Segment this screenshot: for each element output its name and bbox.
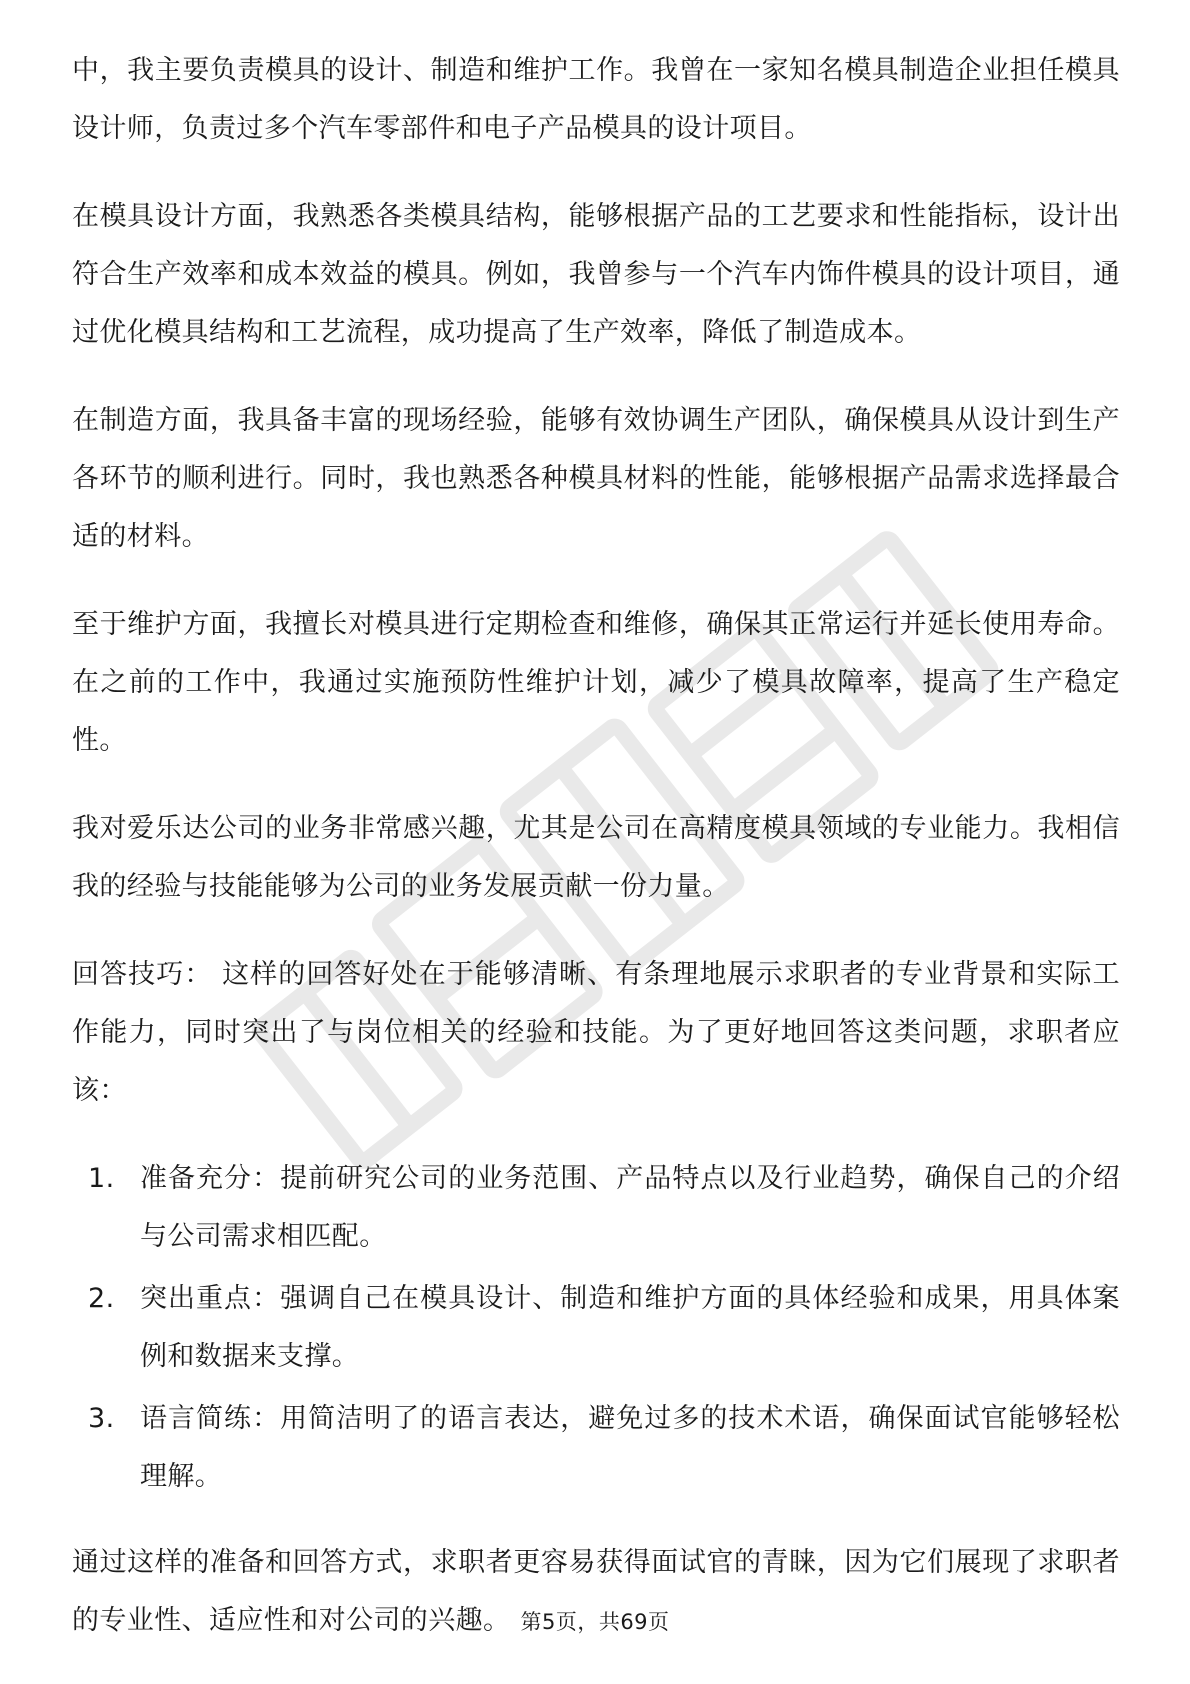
list-number: 3. (88, 1403, 115, 1434)
paragraph: 至于维护方面，我擅长对模具进行定期检查和维修，确保其正常运行并延长使用寿命。在之前的工作中，我通过实施预防性维护计划，减少了模具故障率，提高了生产稳定性。 (72, 609, 1120, 756)
closing-paragraph: 通过这样的准备和回答方式，求职者更容易获得面试官的青睐，因为它们展现了求职者的专业性、适应性和对公司的兴趣。 (72, 1547, 1120, 1636)
list-item (88, 1150, 1120, 1266)
list-text: 语言简练：用简洁明了的语言表达，避免过多的技术术语，确保面试官能够轻松理解。 (140, 1403, 1120, 1492)
list-number: 2. (88, 1283, 115, 1314)
answer-tips-paragraph: 回答技巧： 这样的回答好处在于能够清晰、有条理地展示求职者的专业背景和实际工作能力，同时突出了与岗位相关的经验和技能。为了更好地回答这类问题，求职者应该： (72, 959, 1120, 1106)
list-text: 突出重点：强调自己在模具设计、制造和维护方面的具体经验和成果，用具体案例和数据来支撑。 (140, 1283, 1120, 1372)
list-number: 1. (88, 1163, 115, 1194)
paragraph: 中，我主要负责模具的设计、制造和维护工作。我曾在一家知名模具制造企业担任模具设计师，负责过多个汽车零部件和电子产品模具的设计项目。 (72, 55, 1120, 144)
paragraph: 在制造方面，我具备丰富的现场经验，能够有效协调生产团队，确保模具从设计到生产各环节的顺利进行。同时，我也熟悉各种模具材料的性能，能够根据产品需求选择最合适的材料。 (72, 405, 1120, 552)
list-text: 准备充分：提前研究公司的业务范围、产品特点以及行业趋势，确保自己的介绍与公司需求相匹配。 (140, 1163, 1120, 1252)
paragraph: 在模具设计方面，我熟悉各类模具结构，能够根据产品的工艺要求和性能指标，设计出符合生产效率和成本效益的模具。例如，我曾参与一个汽车内饰件模具的设计项目，通过优化模具结构和工艺流程，成功提高了生产效率，降低了制造成本。 (72, 201, 1120, 348)
document-page (72, 42, 1120, 1680)
list-item (88, 1390, 1120, 1506)
list-item (88, 1270, 1120, 1386)
page-footer: 第5页，共69页 (520, 1610, 670, 1634)
paragraph: 我对爱乐达公司的业务非常感兴趣，尤其是公司在高精度模具领域的专业能力。我相信我的经验与技能能够为公司的业务发展贡献一份力量。 (72, 813, 1120, 902)
tips-list (72, 1150, 1120, 1506)
